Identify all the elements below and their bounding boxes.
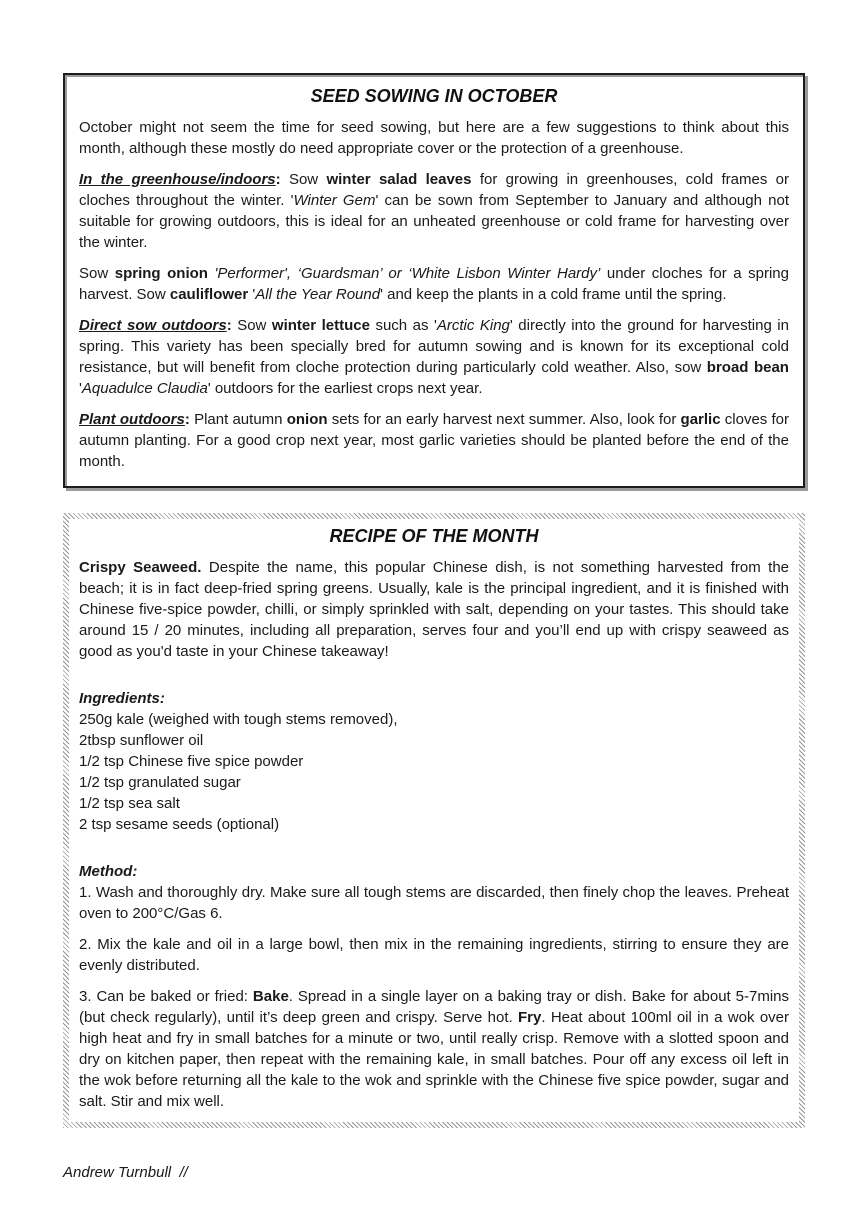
text-run: Plant autumn — [189, 411, 287, 428]
text-run: ' can be sown from September to January and although not suitable for growing outdoors, this is ideal for an unheated greenhouse or cold frame for harvesting over the winter. — [79, 192, 790, 251]
text-run: Sow — [79, 265, 115, 282]
seed-sowing-paragraph-greenhouse — [79, 169, 789, 253]
text-run: October might not seem the time for seed sowing, but here are a few suggestions to think about this month, although these mostly do need appropriate cover or the protection of a greenhouse. — [79, 119, 789, 157]
text-run: All the Year Round — [255, 286, 381, 303]
text-run: 3. Can be baked or fried: — [79, 988, 253, 1005]
text-run: : — [275, 171, 281, 188]
text-run: winter salad leaves — [326, 171, 472, 188]
text-run: for growing in greenhouses, cold frames or cloches throughout the winter. ' — [79, 171, 789, 209]
text-run: Direct sow outdoors — [79, 317, 227, 334]
text-run: 'Performer', ‘Guardsman’ or ‘White Lisbon Winter Hardy’ — [214, 265, 601, 282]
seed-sowing-paragraph-spring-onion — [79, 263, 789, 305]
text-run: such as ' — [369, 317, 437, 334]
text-run: Fry — [517, 1009, 542, 1026]
text-run: cloves for autumn planting. For a good crop next year, most garlic varieties should be planted before the end of the month. — [79, 411, 790, 470]
text-run: Winter Gem — [293, 192, 376, 209]
text-run: Arctic King — [436, 317, 510, 334]
text-run: Plant outdoors — [79, 411, 185, 428]
ingredients-heading: Ingredients: — [79, 690, 165, 707]
text-run: Aquadulce Claudia — [81, 380, 208, 397]
ingredient-sesame-seeds: 2 tsp sesame seeds (optional) — [79, 816, 280, 833]
text-run: Sow — [231, 317, 272, 334]
text-run: : — [184, 411, 190, 428]
method-step-3 — [79, 986, 789, 1112]
method-heading: Method: — [79, 863, 138, 880]
text-run: : — [226, 317, 232, 334]
recipe-title: RECIPE OF THE MONTH — [329, 526, 539, 546]
ingredient-sugar: 1/2 tsp granulated sugar — [79, 774, 241, 791]
text-run: In the greenhouse/indoors — [79, 171, 276, 188]
text-run: Sow — [280, 171, 327, 188]
text-run: garlic — [680, 411, 721, 428]
text-run: cauliflower — [169, 286, 249, 303]
ingredient-sea-salt: 1/2 tsp sea salt — [79, 795, 180, 812]
text-run: ' — [79, 380, 82, 397]
text-run: ' directly into the ground for harvesting in spring. This variety has been specially bred for autumn sowing and is known for its exceptional cold resistance, but will benefit from cloche protection during particularly cold weather. Also, sow — [79, 317, 789, 376]
seed-sowing-title: SEED SOWING IN OCTOBER — [310, 86, 558, 106]
method-step-2 — [79, 934, 789, 976]
text-run: Crispy Seaweed. — [79, 559, 202, 576]
text-run: under cloches for a spring harvest. Sow — [79, 265, 789, 303]
method-step-1 — [79, 882, 789, 924]
text-run: spring onion — [114, 265, 208, 282]
author-signature: Andrew Turnbull // — [63, 1164, 188, 1181]
recipe-section — [63, 513, 805, 1128]
recipe-intro-paragraph — [79, 557, 789, 662]
ingredient-five-spice: 1/2 tsp Chinese five spice powder — [79, 753, 304, 770]
seed-sowing-paragraph-intro — [79, 117, 789, 159]
ingredient-kale: 250g kale (weighed with tough stems removed), — [79, 711, 398, 728]
text-run: 1. Wash and thoroughly dry. Make sure all tough stems are discarded, then finely chop the leaves. Preheat oven to 200°C/Gas 6. — [79, 884, 789, 922]
text-run: onion — [286, 411, 328, 428]
text-run: 2. Mix the kale and oil in a large bowl, then mix in the remaining ingredients, stirring to ensure they are evenly distributed. — [79, 936, 789, 974]
text-run: ' and keep the plants in a cold frame until the spring. — [380, 286, 727, 303]
text-run: ' — [248, 286, 256, 303]
seed-sowing-paragraph-plant-outdoors — [79, 409, 789, 472]
seed-sowing-section — [63, 73, 805, 488]
text-run: . Heat about 100ml oil in a wok over high heat and fry in small batches for a minute or two, until really crisp. Remove with a slotted spoon and dry on kitchen paper, then repeat with the remaining kale, in small batches. Pour off any excess oil left in the wok before returning all the kale to the wok and sprinkle with the Chinese five spice powder, sugar and salt. Stir and mix well. — [79, 1009, 789, 1110]
recipe-section-inner — [69, 519, 799, 1122]
ingredient-sunflower-oil: 2tbsp sunflower oil — [79, 732, 204, 749]
text-run: Despite the name, this popular Chinese dish, is not something harvested from the beach; it is in fact deep-fried spring greens. Usually, kale is the principal ingredient, and it is finished with Chinese five-spice powder, chilli, or simply sprinkled with salt, depending on your tastes. This should take around 15 / 20 minutes, including all preparation, serves four and you’ll end up with crispy seaweed as good as you'd taste in your Chinese takeaway! — [79, 559, 790, 660]
text-run: . Spread in a single layer on a baking tray or dish. Bake for about 5-7mins (but check regularly), until it’s deep green and crispy. Serve hot. — [79, 988, 789, 1026]
text-run: sets for an early harvest next summer. Also, look for — [327, 411, 681, 428]
text-run: ' outdoors for the earliest crops next year. — [207, 380, 483, 397]
text-run: winter lettuce — [271, 317, 370, 334]
text-run: broad bean — [706, 359, 789, 376]
seed-sowing-paragraph-direct-sow — [79, 315, 789, 399]
text-run: Bake — [252, 988, 289, 1005]
